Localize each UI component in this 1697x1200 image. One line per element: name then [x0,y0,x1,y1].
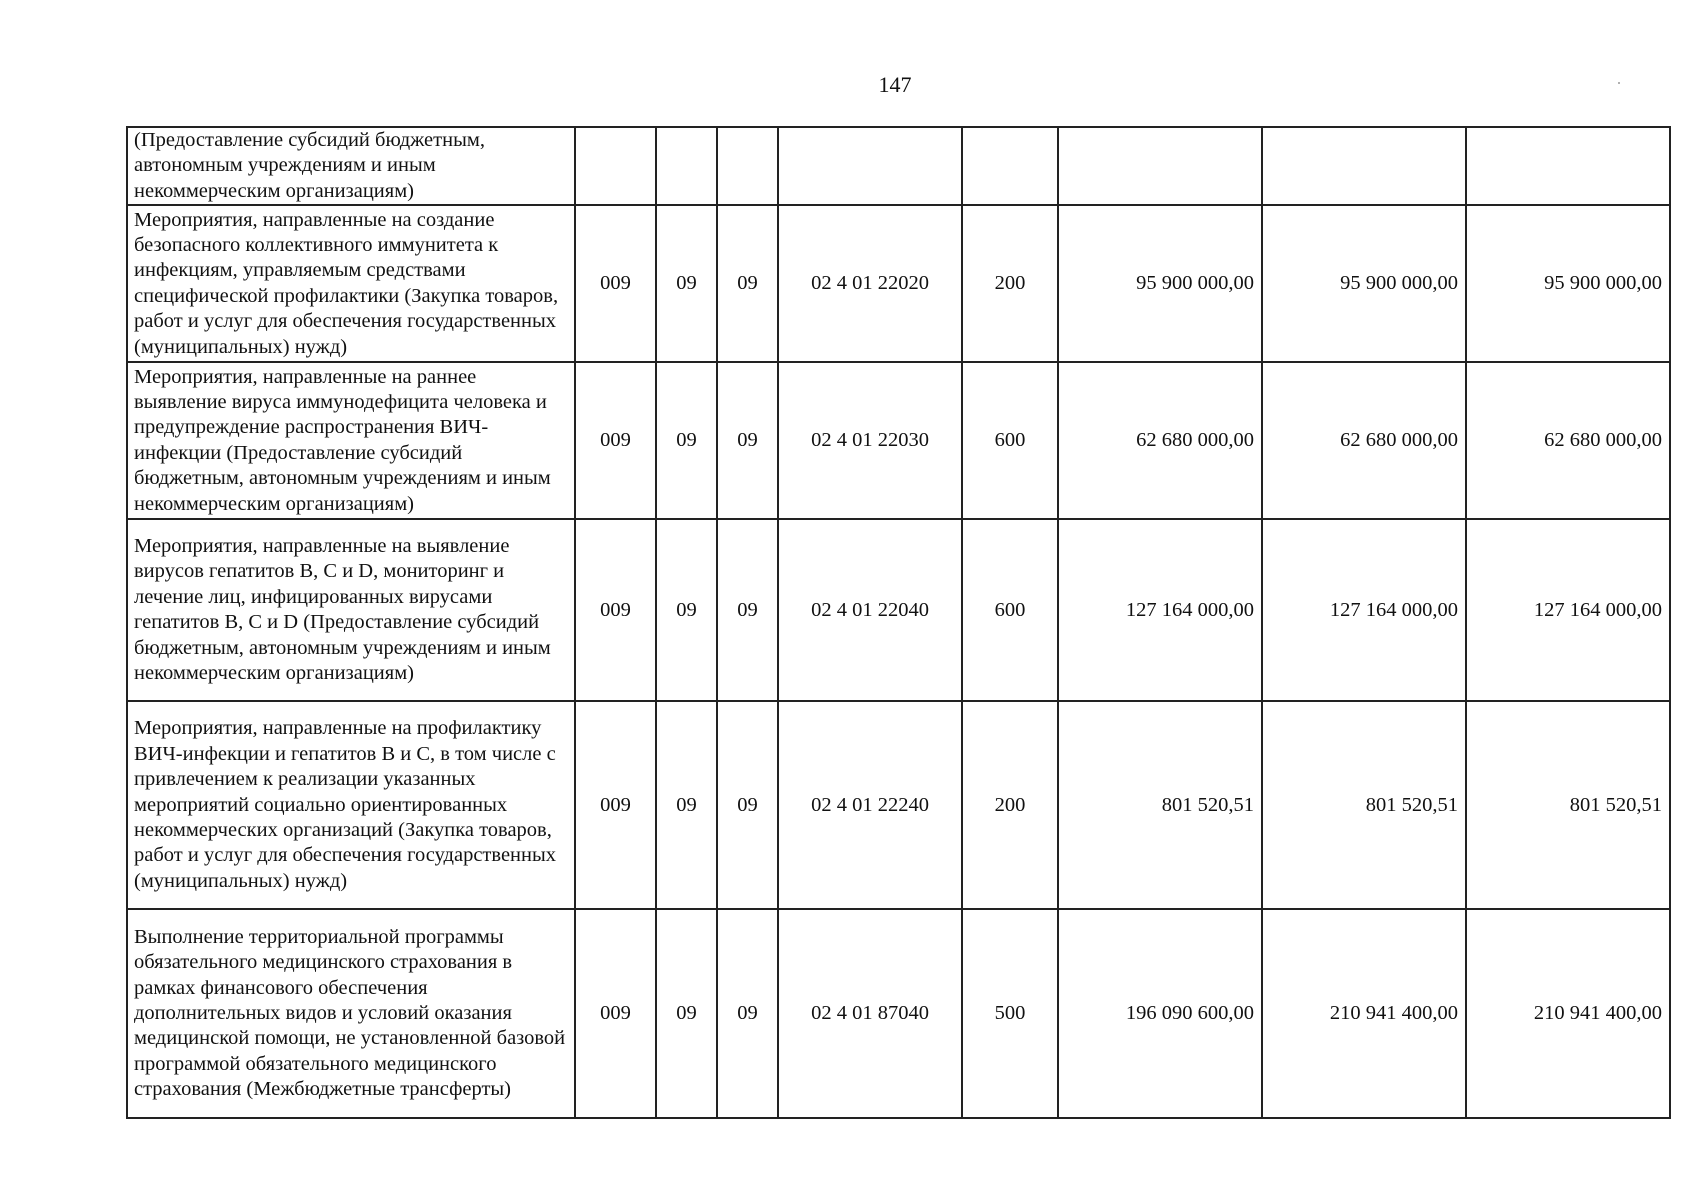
subsection-cell [717,127,778,205]
expense-type-cell: 500 [962,909,1058,1118]
subsection-cell: 09 [717,362,778,519]
amount-2-cell: 210 941 400,00 [1262,909,1466,1118]
expense-type-cell [962,127,1058,205]
description-cell: Мероприятия, направленные на раннее выявление вируса иммунодефицита человека и предупреждение распространения ВИЧ-инфекции (Предоставление субсидий бюджетным, автономным учреждениям и иным некоммерческим организациям) [127,362,575,519]
table-row [127,701,1670,909]
target-article-cell: 02 4 01 22040 [778,519,962,701]
target-article-cell: 02 4 01 22030 [778,362,962,519]
amount-3-cell: 62 680 000,00 [1466,362,1670,519]
grbs-cell [575,127,656,205]
budget-table [126,126,1671,1119]
subsection-cell: 09 [717,205,778,362]
amount-3-cell: 210 941 400,00 [1466,909,1670,1118]
amount-2-cell: 95 900 000,00 [1262,205,1466,362]
description-cell: (Предоставление субсидий бюджетным, автономным учреждениям и иным некоммерческим организациям) [127,127,575,205]
amount-2-cell: 127 164 000,00 [1262,519,1466,701]
grbs-cell: 009 [575,909,656,1118]
amount-2-cell [1262,127,1466,205]
subsection-cell: 09 [717,519,778,701]
amount-1-cell: 196 090 600,00 [1058,909,1262,1118]
table-row [127,362,1670,519]
target-article-cell [778,127,962,205]
table-row [127,127,1670,205]
description-cell: Мероприятия, направленные на создание безопасного коллективного иммунитета к инфекциям, управляемым средствами специфической профилактики (Закупка товаров, работ и услуг для обеспечения государственных (муниципальных) нужд) [127,205,575,362]
expense-type-cell: 200 [962,701,1058,909]
scan-speck [1618,82,1620,84]
subsection-cell: 09 [717,909,778,1118]
description-cell: Выполнение территориальной программы обязательного медицинского страхования в рамках финансового обеспечения дополнительных видов и условий оказания медицинской помощи, не установленной базовой программой обязательного медицинского страхования (Межбюджетные трансферты) [127,909,575,1118]
grbs-cell: 009 [575,205,656,362]
grbs-cell: 009 [575,362,656,519]
section-cell: 09 [656,205,717,362]
table-row [127,205,1670,362]
description-cell: Мероприятия, направленные на выявление вирусов гепатитов B, C и D, мониторинг и лечение лиц, инфицированных вирусами гепатитов B, C и D (Предоставление субсидий бюджетным, автономным учреждениям и иным некоммерческим организациям) [127,519,575,701]
amount-1-cell: 127 164 000,00 [1058,519,1262,701]
grbs-cell: 009 [575,519,656,701]
expense-type-cell: 600 [962,519,1058,701]
expense-type-cell: 200 [962,205,1058,362]
amount-1-cell: 801 520,51 [1058,701,1262,909]
amount-1-cell [1058,127,1262,205]
table-row [127,519,1670,701]
amount-2-cell: 62 680 000,00 [1262,362,1466,519]
target-article-cell: 02 4 01 22020 [778,205,962,362]
description-cell: Мероприятия, направленные на профилактику ВИЧ-инфекции и гепатитов B и C, в том числе с привлечением к реализации указанных мероприятий социально ориентированных некоммерческих организаций (Закупка товаров, работ и услуг для обеспечения государственных (муниципальных) нужд) [127,701,575,909]
amount-1-cell: 62 680 000,00 [1058,362,1262,519]
table-row [127,909,1670,1118]
section-cell: 09 [656,519,717,701]
amount-3-cell: 801 520,51 [1466,701,1670,909]
expense-type-cell: 600 [962,362,1058,519]
section-cell: 09 [656,909,717,1118]
amount-3-cell [1466,127,1670,205]
target-article-cell: 02 4 01 22240 [778,701,962,909]
amount-3-cell: 127 164 000,00 [1466,519,1670,701]
section-cell: 09 [656,701,717,909]
grbs-cell: 009 [575,701,656,909]
amount-3-cell: 95 900 000,00 [1466,205,1670,362]
section-cell: 09 [656,362,717,519]
page-number: 147 [878,72,912,97]
amount-2-cell: 801 520,51 [1262,701,1466,909]
target-article-cell: 02 4 01 87040 [778,909,962,1118]
amount-1-cell: 95 900 000,00 [1058,205,1262,362]
subsection-cell: 09 [717,701,778,909]
section-cell [656,127,717,205]
